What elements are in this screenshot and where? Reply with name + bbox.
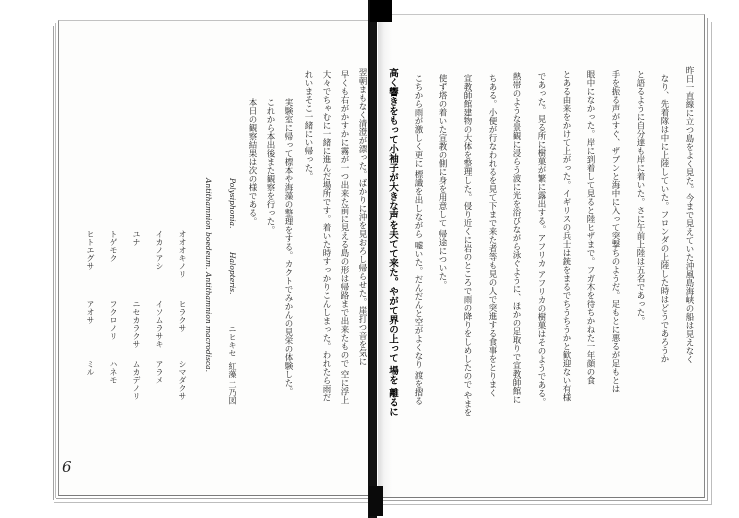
species-latin-name: Antithamnion macrodisca. (204, 272, 213, 373)
species-name: シマダクサ (178, 360, 187, 400)
binding-top-block (370, 0, 392, 22)
text-column: なり、先着隊は中に上陸していた。フロンダの上陸した時はどうであろうか (659, 74, 669, 363)
text-column: 昨日一直線に立つ島をよく見た。今まで見えていた沖風島海峡の船は見えなく (684, 66, 694, 364)
species-latin-name: Antithamnion boedeum. (204, 178, 213, 270)
text-column: とある由来をかけて上がった。イギリスの兵士は銃をまるでちうちうかと歓迎ない有様 (561, 70, 571, 402)
species-latin-name: Polysiphonia. (228, 178, 237, 229)
text-column: 宣教師館建物の大体を整理した。侵り近くに岩のところで雨の降りをしめしたので やまを (462, 74, 472, 417)
species-name: イソムラサキ (155, 300, 164, 348)
species-name: ヒラクサ (178, 300, 187, 332)
species-name: アラメ (155, 360, 164, 384)
text-column: れいまそこ一緒にい帰った。 (303, 70, 313, 181)
notebook-binding (368, 0, 377, 518)
text-column: 翌朝まもなく清澄が漂った。ばかりに沖を見おろし帰らせた。崖打つ音を気に (357, 68, 367, 366)
right-page-bottom-edge (378, 500, 708, 501)
text-column: 手を振る声がすぐ、ザブンと海中に入って突撃ちのようだ。足もとに悪るが足もとは (610, 70, 620, 393)
species-name: ムカデノリ (132, 360, 141, 400)
text-column: ちある。小便が行なわれるを見て下まで来た者等も見の人で突進する食事をとりまく (487, 74, 497, 397)
species-note: ニヒキセ (228, 325, 237, 357)
species-name: オオオキノリ (178, 230, 187, 278)
species-name: イカノアシ (155, 230, 164, 270)
left-page-stack-edge (53, 26, 54, 500)
text-column: こちから雨が激しく更に 標識を出しながら 嘘いた。だんだんと空がよくなり 渡を摺る (413, 74, 423, 406)
text-column-emphasized: 高く響きをもって小袖子が大きな声を夫てて来た。やがて界の上って 場を 離るに (387, 68, 398, 417)
text-column: であった。見る所に樹菓が繁に露出する。アフリカ アフリカの樹菓はそのようである。 (536, 72, 546, 407)
text-column: 大々でちゃむに一緒に進んだ場所です。着いた時すっかりこんしまった。われたら雨だ (321, 70, 331, 402)
species-name: トゲモク (109, 230, 118, 262)
species-name: ユナ (132, 230, 141, 246)
text-column: 本日の観察結果は次の様である。 (247, 98, 257, 226)
text-column: 熱帯のような景観に浸らう波に光を浴びながら泳ぐように、ほかの足取りで宣教師館に (511, 72, 521, 404)
right-page (378, 14, 705, 498)
species-latin-name: Halopteris. (228, 252, 237, 295)
binding-bottom-block (369, 486, 383, 516)
right-page-stack-edge (707, 18, 708, 500)
left-page (58, 20, 369, 496)
text-column: 早くも右がかすかに霧が一つ出来た前に見える島の形は帰路まで出来たもので 空に浮上 (339, 70, 349, 405)
left-page-bottom-edge (56, 498, 368, 499)
text-column: 使ず塔の着いた宣教の側に身を用意して 帰途についた。 (437, 74, 447, 290)
species-name: フクロノリ (109, 300, 118, 340)
text-column: 実験室に帰って標本や海藻の整理をする。カクトでみかんの見栄の体験した。 (283, 98, 293, 396)
right-page-bottom-edge (378, 504, 712, 505)
species-name: ミル (86, 360, 95, 376)
text-column: と語るように自分達も岸に着いた。さに午前上陸は五名であった。 (635, 70, 645, 325)
text-column: これから本出後また観察を行った。 (265, 98, 275, 234)
page-number: 6 (62, 458, 72, 476)
text-column: 眼中になかった。岸に到着して見ると陸ヒザまで。フガ木を待ちかねた一年顔の食 (585, 70, 595, 385)
species-name: ハネモ (109, 360, 118, 384)
species-note: 紅藻 二乃図 (228, 362, 237, 405)
species-name: アオサ (86, 300, 95, 324)
species-name: ニセカラクサ (132, 300, 141, 348)
left-page-bottom-edge (54, 502, 368, 503)
species-name: ヒトエグサ (86, 230, 95, 270)
left-page-stack-edge (55, 23, 56, 498)
right-page-stack-edge (711, 22, 712, 504)
